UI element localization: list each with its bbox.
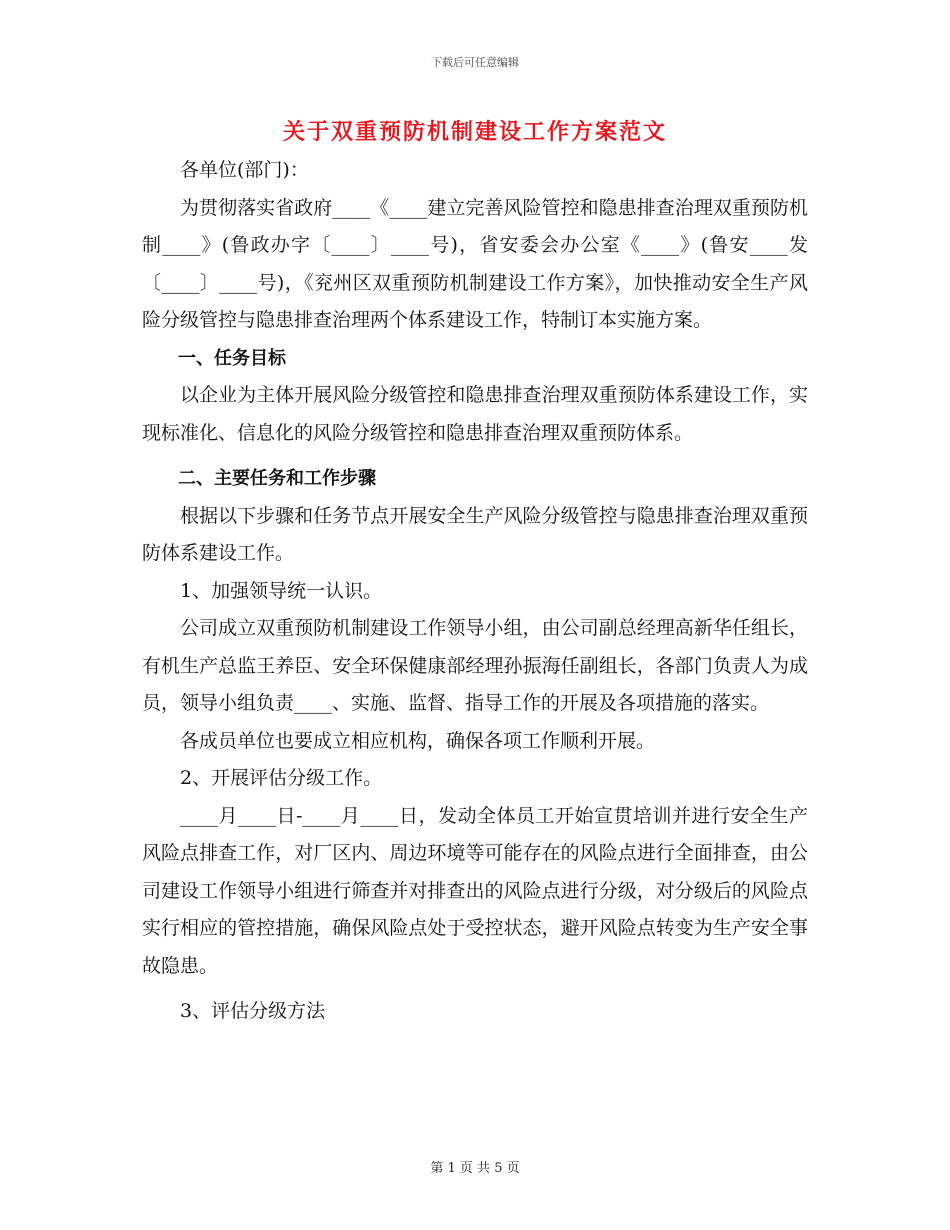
section-heading-2: 二、主要任务和工作步骤 (178, 468, 376, 489)
subheading-1: 1、加强领导统一认识。 (180, 579, 383, 602)
paragraph-assessment: ____月____日-____月____日，发动全体员工开始宣贯培训并进行安全生产风险点排查工作，对厂区内、周边环境等可能存在的风险点进行全面排查，由公司建设工作领导小组进行筛查并对排查出的风险点进行分级，对分级后的风险点实行相应的管控措施，确保风险点处于受控状态，避开风险点转变为生产安全事故隐患。 (142, 804, 808, 977)
subheading-2: 2、开展评估分级工作。 (180, 767, 383, 789)
section-heading-1: 一、任务目标 (178, 347, 286, 369)
paragraph-intro: 为贯彻落实省政府____《____建立完善风险管控和隐患排查治理双重预防机制____》(鲁政办字〔____〕____号)，省安委会办公室《____》(鲁安____发〔____〕____号)，《兖州区双重预防机制建设工作方案》，加快推动安全生产风险分级管控与隐患排查治理两个体系建设工作，特制订本实施方案。 (142, 196, 808, 331)
document-body (142, 152, 808, 1031)
paragraph-members: 各成员单位也要成立相应机构，确保各项工作顺利开展。 (180, 729, 656, 752)
page-number: 第 1 页 共 5 页 (430, 1161, 520, 1176)
page-header: 下载后可任意编辑 (431, 56, 519, 69)
document-title: 关于双重预防机制建设工作方案范文 (282, 119, 667, 145)
paragraph-steps: 根据以下步骤和任务节点开展安全生产风险分级管控与隐患排查治理双重预防体系建设工作。 (142, 504, 808, 564)
paragraph-goal: 以企业为主体开展风险分级管控和隐患排查治理双重预防体系建设工作，实现标准化、信息化的风险分级管控和隐患排查治理双重预防体系。 (142, 384, 808, 444)
paragraph-leadership: 公司成立双重预防机制建设工作领导小组，由公司副总经理高新华任组长，有机生产总监王养臣、安全环保健康部经理孙振海任副组长，各部门负责人为成员，领导小组负责____、实施、监督、指导工作的开展及各项措施的落实。 (142, 617, 808, 714)
salutation: 各单位(部门)： (180, 159, 309, 181)
subheading-3: 3、评估分级方法 (180, 1000, 326, 1022)
